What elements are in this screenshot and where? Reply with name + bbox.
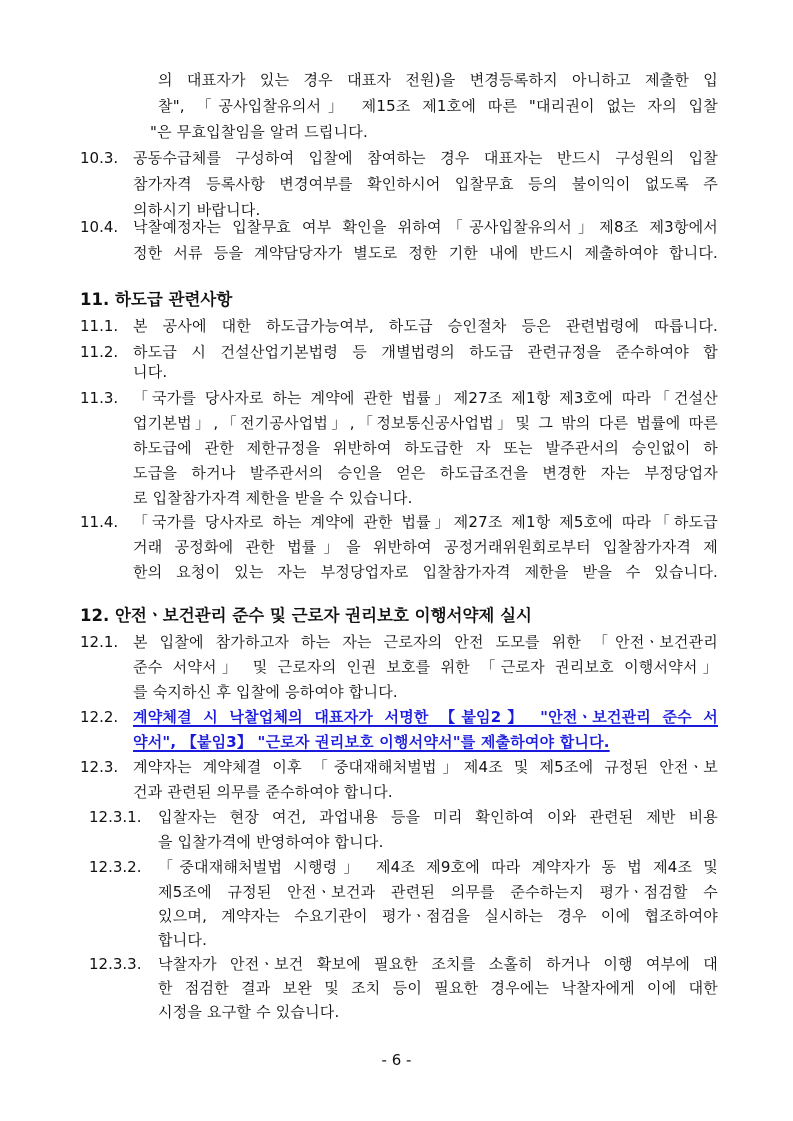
item-number: 12.1.: [80, 633, 119, 651]
item-number: 11.1.: [80, 317, 119, 335]
highlighted-requirement-line: 약서", 【붙임3】 "근로자 권리보호 이행서약서"를 제출하여야 합니다.: [133, 733, 610, 751]
item-number: 12.3.2.: [89, 858, 142, 876]
body-line: 하도급에 관한 제한규정을 위반하여 하도급한 자 또는 발주관서의 승인없이 하: [133, 439, 718, 457]
body-line: 본 입찰에 참가하고자 하는 자는 근로자의 안전 도모를 위한 「안전ㆍ보건관리: [133, 633, 718, 651]
body-line: 업기본법」,「전기공사업법」,「정보통신공사업법」및 그 밖의 다른 법률에 따른: [133, 414, 718, 432]
body-line: 정한 서류 등을 계약담당자가 별도로 정한 기한 내에 반드시 제출하여야 합니다.: [133, 244, 718, 262]
body-line: "은 무효입찰임을 알려 드립니다.: [150, 123, 368, 141]
body-line: 한의 요청이 있는 자는 부정당업자로 입찰참가자격 제한을 받을 수 있습니다.: [133, 563, 718, 581]
highlighted-requirement-line: 계약체결 시 낙찰업체의 대표자가 서명한 【붙임2】 "안전ㆍ보건관리 준수 서: [133, 708, 718, 726]
body-line: 공동수급체를 구성하여 입찰에 참여하는 경우 대표자는 반드시 구성원의 입찰: [133, 149, 718, 167]
body-line: 입찰자는 현장 여건, 과업내용 등을 미리 확인하여 이와 관련된 제반 비용: [158, 808, 718, 826]
body-line: 있으며, 계약자는 수요기관이 평가ㆍ점검을 실시하는 경우 이에 협조하여야: [158, 907, 718, 925]
body-line: 낙찰자가 안전ㆍ보건 확보에 필요한 조치를 소홀히 하거나 이행 여부에 대: [158, 955, 718, 973]
item-number: 12.3.: [80, 758, 119, 776]
body-line: 합니다.: [158, 931, 208, 949]
body-line: 을 입찰가격에 반영하여야 합니다.: [158, 833, 384, 851]
body-line: 「중대재해처벌법 시행령」 제4조 제9호에 따라 계약자가 동 법 제4조 및: [158, 858, 718, 876]
body-line: 한 점검한 결과 보완 및 조치 등이 필요한 경우에는 낙찰자에게 이에 대한: [158, 979, 718, 997]
body-line: 「국가를 당사자로 하는 계약에 관한 법률」제27조 제1항 제5호에 따라「하도급: [133, 513, 718, 531]
body-line: 「국가를 당사자로 하는 계약에 관한 법률」제27조 제1항 제3호에 따라「건설산: [133, 389, 718, 407]
body-line: 제5조에 규정된 안전ㆍ보건과 관련된 의무를 준수하는지 평가ㆍ점검할 수: [158, 883, 718, 901]
body-line: 참가자격 등록사항 변경여부를 확인하시어 입찰무효 등의 불이익이 없도록 주: [133, 175, 718, 193]
section-heading: 12. 안전ㆍ보건관리 준수 및 근로자 권리보호 이행서약제 실시: [80, 606, 532, 625]
body-line: 로 입찰참가자격 제한을 받을 수 있습니다.: [133, 489, 413, 507]
item-number: 12.3.1.: [89, 808, 142, 826]
body-line: 도급을 하거나 발주관서의 승인을 얻은 하도급조건을 변경한 자는 부정당업자: [133, 464, 718, 482]
page-number: - 6 -: [381, 1051, 412, 1069]
body-line: 건과 관련된 의무를 준수하여야 합니다.: [133, 783, 393, 801]
body-line: 본 공사에 대한 하도급가능여부, 하도급 승인절차 등은 관련법령에 따릅니다.: [133, 317, 718, 335]
item-number: 10.3.: [80, 149, 119, 167]
body-line: 니다.: [133, 363, 168, 381]
item-number: 12.3.3.: [89, 955, 142, 973]
body-line: 의하시기 바랍니다.: [133, 201, 261, 219]
body-line: 하도급 시 건설산업기본법령 등 개별법령의 하도급 관련규정을 준수하여야 합: [133, 343, 718, 361]
item-number: 11.3.: [80, 389, 119, 407]
body-line: 찰", 「공사입찰유의서」 제15조 제1호에 따른 "대리권이 없는 자의 입찰: [158, 97, 718, 115]
body-line: 의 대표자가 있는 경우 대표자 전원)을 변경등록하지 아니하고 제출한 입: [158, 71, 718, 89]
item-number: 11.2.: [80, 343, 119, 361]
body-line: 를 숙지하신 후 입찰에 응하여야 합니다.: [133, 683, 398, 701]
item-number: 12.2.: [80, 708, 119, 726]
section-heading: 11. 하도급 관련사항: [80, 290, 233, 309]
item-number: 11.4.: [80, 513, 119, 531]
body-line: 시정을 요구할 수 있습니다.: [158, 1003, 340, 1021]
body-line: 거래 공정화에 관한 법률」을 위반하여 공정거래위원회로부터 입찰참가자격 제: [133, 538, 718, 556]
body-line: 계약자는 계약체결 이후 「중대재해처벌법」제4조 및 제5조에 규정된 안전ㆍ보: [133, 758, 718, 776]
body-line: 낙찰예정자는 입찰무효 여부 확인을 위하여「공사입찰유의서」제8조 제3항에서: [133, 218, 718, 236]
item-number: 10.4.: [80, 218, 119, 236]
body-line: 준수 서약서」 및 근로자의 인권 보호를 위한 「근로자 권리보호 이행서약서」: [133, 658, 718, 676]
